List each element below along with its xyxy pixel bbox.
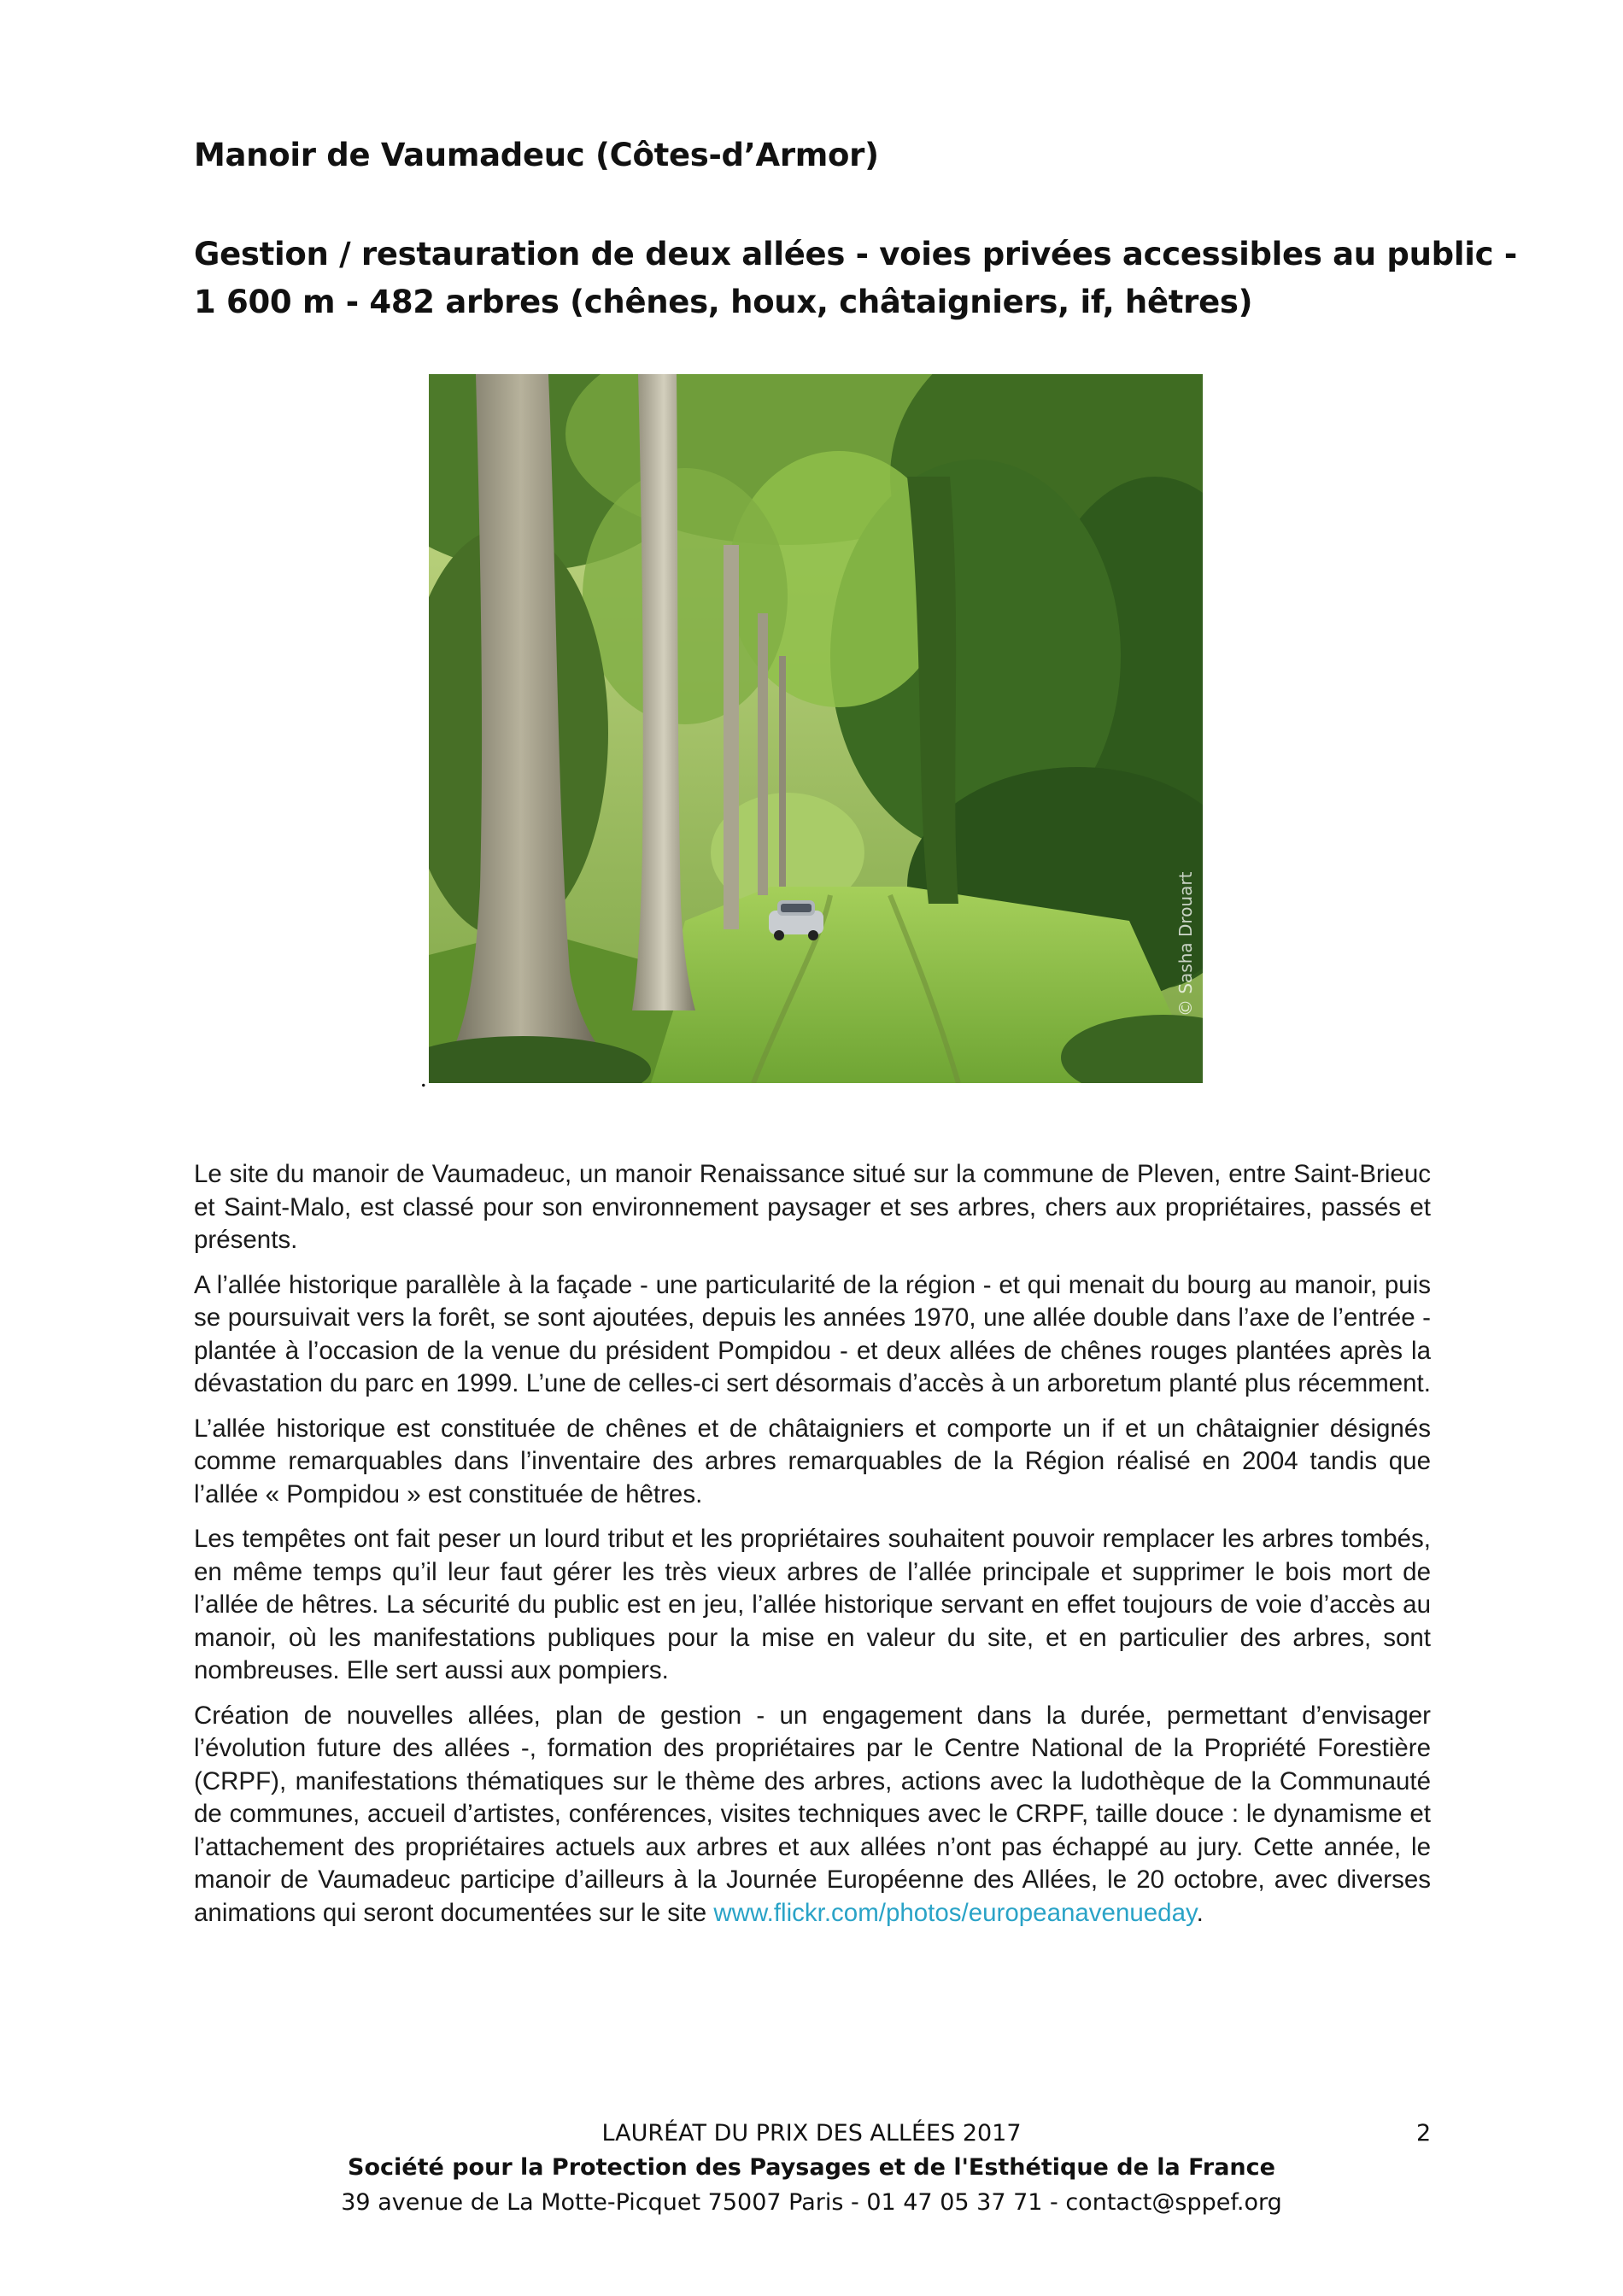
page-number: 2	[1416, 2120, 1432, 2147]
photo-credit: © Sasha Drouart	[1175, 871, 1196, 1016]
paragraph-4: Les tempêtes ont fait peser un lourd tribut et les propriétaires souhaitent pouvoir remplacer les arbres tombés, en même temps qu’il leur faut gérer les très vieux arbres de l’allée principale et supprimer le bois mort de l’allée de hêtres. La sécurité du public est en jeu, l’allée historique servant en effet toujours de voie d’accès au manoir, où les manifestations publiques pour la mise en valeur du site, et en particulier des arbres, sont nombreuses. Elle sert aussi aux pompiers.	[194, 1525, 1431, 1684]
paragraph-5-text: Création de nouvelles allées, plan de gestion - un engagement dans la durée, permettant d’envisager l’évolution future des allées -, formation des propriétaires par le Centre National de la Propriété Forestière (CRPF), manifestations thématiques sur le thème des arbres, actions avec la ludothèque de la Communauté de communes, accueil d’artistes, conférences, visites techniques avec le CRPF, taille douce : le dynamisme et l’attachement des propriétaires actuels aux arbres et aux allées n’ont pas échappé au jury. Cette année, le manoir de Vaumadeuc participe d’ailleurs à la Journée Européenne des Allées, le 20 octobre, avec diverses animations qui seront documentées sur le site	[194, 1701, 1431, 1927]
paragraph-2: A l’allée historique parallèle à la façade - une particularité de la région - et qui menait du bourg au manoir, puis se poursuivait vers la forêt, se sont ajoutées, depuis les années 1970, une allée double dans l’axe de l’entrée - plantée à l’occasion de la venue du président Pompidou - et deux allées de chênes rouges plantées après la dévastation du parc en 1999. L’une de celles-ci sert désormais d’accès à un arboretum planté plus récemment.	[194, 1270, 1431, 1397]
subtitle-line-2: 1 600 m - 482 arbres (chênes, houx, châtaigniers, if, hêtres)	[194, 284, 1253, 320]
paragraph-1: Le site du manoir de Vaumadeuc, un manoir Renaissance situé sur la commune de Pleven, entre Saint-Brieuc et Saint-Malo, est classé pour son environnement paysager et ses arbres, chers aux propriétaires, passés et présents.	[194, 1160, 1431, 1254]
photo-illustration	[429, 374, 1203, 1083]
page-subtitle	[194, 231, 1517, 326]
footer-award-line: LAURÉAT DU PRIX DES ALLÉES 2017	[601, 2120, 1022, 2147]
body-text	[194, 1158, 1431, 1942]
subtitle-line-1: Gestion / restauration de deux allées - voies privées accessibles au public -	[194, 236, 1517, 272]
page-footer	[0, 2117, 1623, 2221]
paragraph-3: L’allée historique est constituée de chênes et de châtaigniers et comporte un if et un châtaignier désignés comme remarquables dans l’inventaire des arbres remarquables de la Région réalisé en 2004 tandis que l’allée « Pompidou » est constituée de hêtres.	[194, 1414, 1431, 1508]
paragraph-5	[194, 1700, 1431, 1930]
footer-address: 39 avenue de La Motte-Picquet 75007 Paris - 01 47 05 37 71 - contact@sppef.org	[341, 2189, 1282, 2216]
paragraph-5-end: .	[1196, 1898, 1204, 1927]
tree-avenue-photo	[429, 374, 1203, 1083]
caption-mark: .	[420, 1064, 427, 1092]
footer-organization: Société pour la Protection des Paysages et de l'Esthétique de la France	[348, 2154, 1275, 2181]
page-title: Manoir de Vaumadeuc (Côtes-d’Armor)	[194, 137, 879, 173]
flickr-link[interactable]: www.flickr.com/photos/europeanavenueday	[713, 1898, 1197, 1927]
